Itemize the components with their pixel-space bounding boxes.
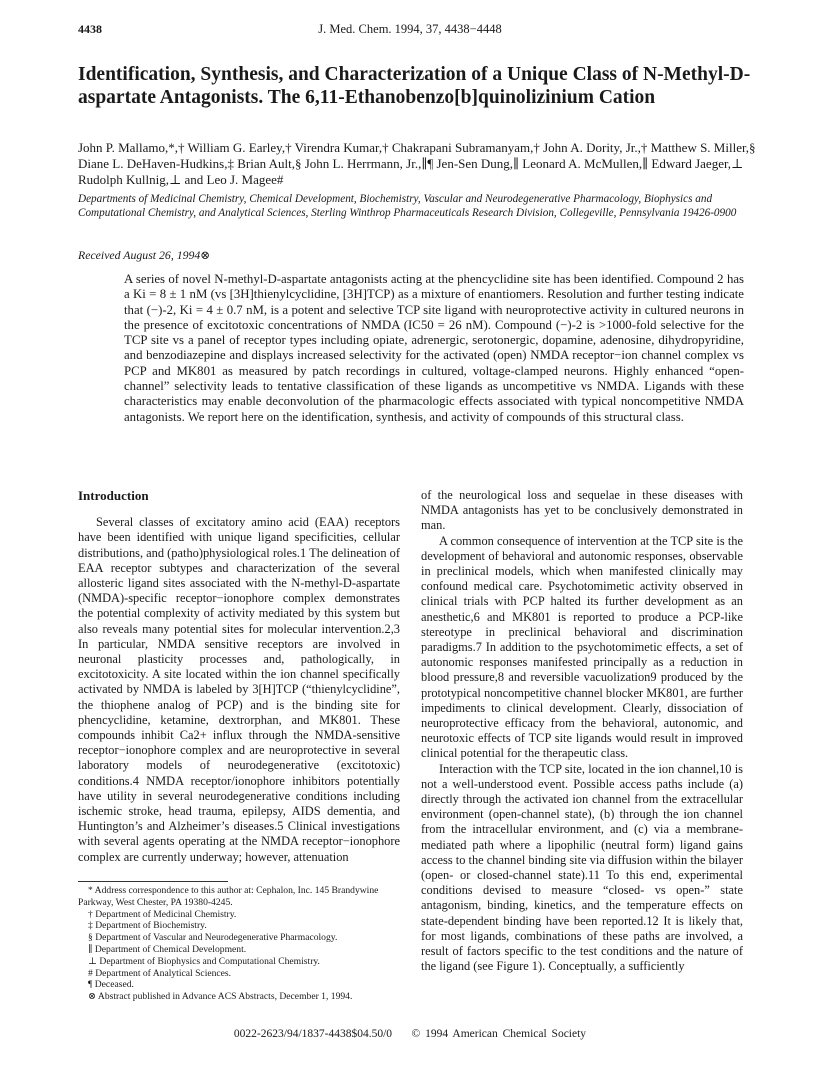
footnote-item: # Department of Analytical Sciences. bbox=[88, 967, 232, 979]
footnote-rule bbox=[78, 881, 228, 882]
footnote-item: ¶ Deceased. bbox=[88, 979, 134, 991]
footnote-item: † Department of Medicinal Chemistry. bbox=[88, 908, 237, 920]
page-footer bbox=[78, 1028, 742, 1040]
paragraph-tcp-interaction: Interaction with the TCP site, located in the ion channel,10 is not a well-understood event. Possible access paths include (a) directly through the activated ion channel from the extracellular environment (open-channel state), (b) through the ion channel from the intracellular environment, and (c) via a membrane-mediated path where a lipophilic (neutral form) ligand gains access to the channel binding site via diffusion within the bilayer (open- or closed-channel state).11 To this end, experimental conditions devised to measure “closed- vs open-” state antagonism, binding, kinetics, and the temperature effects on state-dependent binding have been reported.12 It is likely that, for most ligands, combinations of these paths are involved, a result of factors specific to the test conditions and the nature of the ligand (see Figure 1). Conceptually, a sufficiently bbox=[421, 761, 743, 974]
left-column bbox=[78, 488, 400, 865]
abstract: A series of novel N-methyl-D-aspartate antagonists acting at the phencyclidine site has been identified. Compound 2 has a Ki = 8 ± 1 nM (vs [3H]thienylcyclidine, [3H]TCP) as a mixture of enantiomers. Resolution and further testing indicate that (−)-2, Ki = 4 ± 0.7 nM, is a potent and selective TCP site ligand with neuroprotective activity in cultured neurons in the presence of excitotoxic concentrations of NMDA (IC50 = 26 nM). Compound (−)-2 is >1000-fold selective for the TCP site vs a panel of receptor types including opiate, adrenergic, serotonergic, dopamine, adenosine, dihydropyridine, and benzodiazepine and displays increased selectivity for the activated (open) NMDA receptor−ion channel complex vs PCP and MK801 as measured by patch recordings in cultured, voltage-clamped neurons. Highly enhanced “open-channel” selectivity leads to tentative classification of these ligands as uncompetitive vs NMDA. Ligands with these characteristics may enable deconvolution of the pharmacologic effects associated with typical noncompetitive NMDA antagonists. We report here on the identification, synthesis, and activity of compounds of this structural class. bbox=[124, 272, 744, 424]
paragraph-continued: of the neurological loss and sequelae in these diseases with NMDA antagonists has yet to be conclusively demonstrated in man. bbox=[421, 488, 743, 533]
footnote-item: § Department of Vascular and Neurodegenerative Pharmacology. bbox=[88, 932, 338, 944]
paragraph-introduction-1: Several classes of excitatory amino acid (EAA) receptors have been identified with unique ligand specificities, cellular distributions, and (patho)physiological roles.1 The delineation of EAA receptor subtypes and characterization of the several allosteric ligand sites associated with the N-methyl-D-aspartate (NMDA)-specific receptor−ionophore complex demonstrates the potential complexity of activity mediated by this system but also reveals many potential sites for molecular intervention.2,3 In particular, NMDA sensitive receptors are involved in neuronal plasticity processes and, pathologically, in excitotoxicity. A site located within the ion channel specifically activated by NMDA is labeled by 3[H]TCP (“thienylcyclidine”, the thiophene analog of PCP) and is the binding site for phencyclidine, ketamine, dextrorphan, and MK801. These compounds inhibit Ca2+ influx through the NMDA-sensitive receptor−ionophore complex and are neuroprotective in several laboratory models of neurodegenerative (excitotoxic) conditions.4 NMDA receptor/ionophore inhibitors potentially have utility in several neurodegenerative conditions including ischemic stroke, head trauma, epilepsy, AIDS dementia, and Huntington’s and Alzheimer’s diseases.5 Clinical investigations with several agents operating at the NMDA receptor−ionophore complex are currently underway; however, attenuation bbox=[78, 515, 400, 864]
right-column bbox=[421, 488, 743, 975]
footnotes bbox=[78, 885, 400, 1003]
journal-citation: J. Med. Chem. 1994, 37, 4438−4448 bbox=[318, 22, 502, 36]
paragraph-tcp-consequence: A common consequence of intervention at the TCP site is the development of behavioral and autonomic responses, observable in preclinical models, which when manifested clinically may confound medical care. Psychotomimetic activity observed in clinical trials with PCP halted its further development as an anesthetic,6 and MK801 is reported to produce a PCP-like stereotype in preclinical behavioral and discrimination paradigms.7 In addition to the psychotomimetic effects, a set of autonomic responses manifested principally as a reduction in blood pressure,8 and reversible vacuolization9 produced by the prototypical noncompetitive channel blocker MK801, are further impediments to clinical development. Clearly, dissociation of neuroprotective efficacy from the behavioral, autonomic, and neurotoxic effects of TCP site ligands would result in improved clinical potential for the therapeutic class. bbox=[421, 533, 743, 761]
page-number: 4438 bbox=[78, 22, 102, 36]
affiliation: Departments of Medicinal Chemistry, Chemical Development, Biochemistry, Vascular and Neurodegenerative Pharmacology, Biophysics and Computational Chemistry, and Analytical Sciences, Sterling Winthrop Pharmaceuticals Research Division, Collegeville, Pennsylvania 19426-0900 bbox=[78, 193, 737, 219]
author-list: John P. Mallamo,*,† William G. Earley,† Virendra Kumar,† Chakrapani Subramanyam,† John A. Dority, Jr.,† Matthew S. Miller,§ Diane L. DeHaven-Hudkins,‡ Brian Ault,§ John L. Herrmann, Jr.,∥¶ Jen-Sen Dung,∥ Leonard A. McMullen,∥ Edward Jaeger,⊥ Rudolph Kullnig,⊥ and Leo J. Magee# bbox=[78, 140, 756, 187]
footnote-item: * Address correspondence to this author at: Cephalon, Inc. 145 Brandywine Parkway, West Chester, PA 19380-4245. bbox=[78, 885, 379, 908]
footnote-item: ‡ Department of Biochemistry. bbox=[88, 920, 207, 932]
section-heading-introduction: Introduction bbox=[78, 488, 149, 503]
footer-code: 0022-2623/94/1837-4438$04.50/0 bbox=[233, 1028, 393, 1040]
footnote-item: ⊗ Abstract published in Advance ACS Abstracts, December 1, 1994. bbox=[88, 991, 353, 1003]
footnote-item: ∥ Department of Chemical Development. bbox=[88, 943, 247, 955]
article-title: Identification, Synthesis, and Characterization of a Unique Class of N-Methyl-D-aspartate Antagonists. The 6,11-Ethanobenzo[b]quinolizinium Cation bbox=[78, 64, 751, 108]
footer-copyright: © 1994 American Chemical Society bbox=[411, 1028, 587, 1040]
footnote-item: ⊥ Department of Biophysics and Computational Chemistry. bbox=[88, 955, 320, 967]
received-date: Received August 26, 1994⊗ bbox=[78, 248, 211, 262]
